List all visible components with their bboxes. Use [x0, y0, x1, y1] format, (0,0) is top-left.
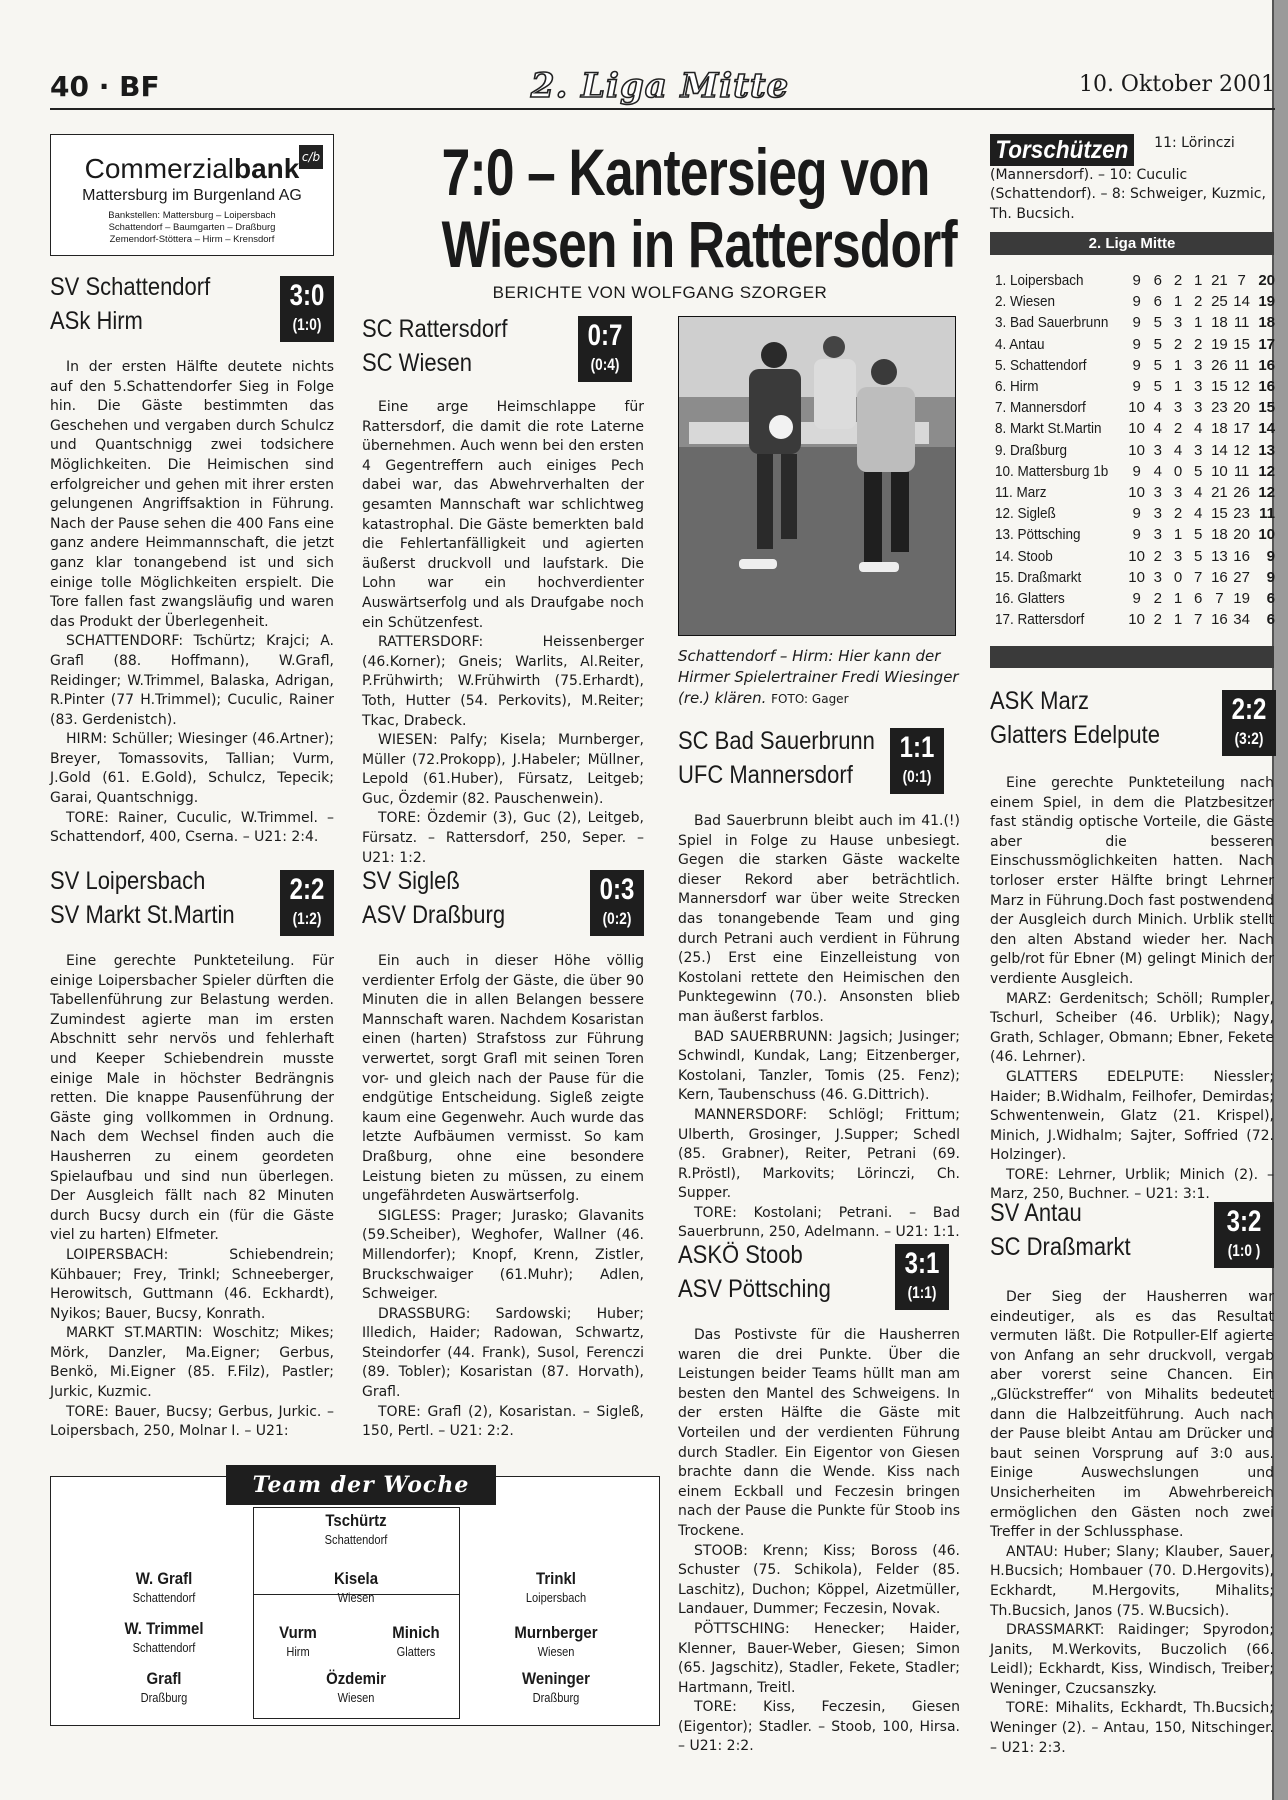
player-card: W. Trimmel Schattendorf: [124, 1619, 204, 1655]
score-badge: 2:2 (1:2): [280, 870, 334, 936]
team-of-the-week: [50, 1472, 660, 1726]
match-report-stoob-poettsching: Das Postivste für die Hausherren waren die drei Punkte. Über die Leistungen beider Teams hüllt man am besten den Mantel des Schweigens. In der ersten Hälfte die Gäste mit Vorteilen und der verdienten Führung durch Stadler. Ein Eigentor von Giesen brachte dann die Wende. Kiss nach einem Eckball und Feczesin bringen nach der Pause die Punkte für Stoob ins Trockene. STOOB: Krenn; Kiss; Boross (46. Schuster (75. Schikola), Felder (85. Laschitz), Duchon; Köppel, Aizetmüller, Landauer, Dummer; Feczesin, Novak. PÖTTSCHING: Henecker; Haider, Klenner, Bauer-Weber, Giesen; Simon (65. Jagschitz), Stadler, Fekete, Stadler; Hartmann, Treitl. TORE: Kiss, Feczesin, Giesen (Eigentor); Stadler. – Stoob, 100, Hirsa. – U21: 2:2.: [678, 1327, 960, 1755]
player-card: Özdemir Wiesen: [326, 1669, 386, 1705]
player-card: Trinkl Loipersbach: [525, 1569, 587, 1605]
score-badge: 3:0 (1:0): [280, 276, 334, 342]
standings-row: 3. Bad Sauerbrunn 9 5 3 1 18 11 18: [995, 314, 1275, 332]
standings-row: 6. Hirm 9 5 1 3 15 12 16: [995, 378, 1275, 396]
standings-row: 11. Marz 10 3 3 4 21 26 12: [995, 484, 1275, 502]
standings-row: 16. Glatters 9 2 1 6 7 19 6: [995, 590, 1275, 608]
away-team: ASk Hirm: [50, 307, 143, 335]
player-card: Tschürtz Schattendorf: [324, 1511, 388, 1547]
bank-branches: Bankstellen: Mattersburg – Loipersbach Schattendorf – Baumgarten – Draßburg Zemendorf-Stöttera – Hirm – Krensdorf: [108, 210, 276, 245]
score-badge: 0:7 (0:4): [578, 316, 632, 382]
standings-row: 12. Sigleß 9 3 2 4 15 23 11: [995, 505, 1275, 523]
page-edge: [1274, 0, 1288, 1800]
match-header-stoob-poettsching: ASKÖ Stoob ASV Pöttsching: [678, 1241, 831, 1303]
match-header-marz-glatters: ASK Marz Glatters Edelpute: [990, 687, 1160, 749]
scorers-badge: Torschützen: [990, 134, 1134, 166]
player-card: W. Grafl Schattendorf: [132, 1569, 196, 1605]
match-report-schattendorf-hirm: In der ersten Hälfte deutete nichts auf den 5.Schattendorfer Sieg in Folge hin. Die Gäste bestimmten das Geschehen und vergaben durch Schulcz und Quantschnigg zwei todsichere Möglichkeiten. Die Heimischen sind erfolgreicher und gehen mit ihrer ersten gelungenen Angriffsaktion in Führung. Nach der Pause sehen die 400 Fans eine ganz andere Heimmannschaft, die jetzt ganz klar tonangebend ist und sich einige tolle Möglichkeiten erspielt. Die Tore fallen fast zwangsläufig und waren das Produkt der Überlegenheit. SCHATTENDORF: Tschürtz; Krajci; A. Grafl (88. Hoffmann), W.Grafl, Reidinger; W.Trimmel, Balaska, Adrigan, R.Pinter (77 H.Trimmel); Cuculic, Rainer (83. Gerdenistch). HIRM: Schüller; Wiesinger (46.Artner); Breyer, Tomassovits, Tallian; Vurm, J.Gold (61. E.Gold), Schulcz, Tepecik; Garai, Quantschnigg. TORE: Rainer, Cuculic, W.Trimmel. – Schattendorf, 400, Cserna. – U21: 2:4.: [50, 359, 334, 846]
match-report-antau-drassmarkt: Der Sieg der Hausherren war eindeutiger, als es das Resultat vermuten läßt. Die Rotpuller-Elf agierte von Anfang an sehr druckvoll, vergab aber vorerst seine Chancen. Ein „Glückstreffer“ von Mihalits bedeutet dann die Halbzeitführung. Auch nach der Pause bleibt Antau am Drücker und baut seinen Vorsprung auf 3:0 aus. Einige Auswechslungen und Unsicherheiten im Abwehrbereich ermöglichen den Gästen noch zwei Treffer in der Schlussphase. ANTAU: Huber; Slany; Klauber, Sauer, H.Bucsich; Hombauer (70. D.Hergovits), Eckhardt, M.Hergovits, Mihalits; Th.Bucsich, Janos (75. W.Bucsich). DRASSMARKT: Raidinger; Spyrodon; Janits, M.Werkovits, Buczolich (66. Leidl); Eckhardt, Kiss, Windisch, Treiber; Weninger, Czucsanszky. TORE: Mihalits, Eckhardt, Th.Bucsich; Weninger (2). – Antau, 150, Nitschinger. – U21: 2:3.: [990, 1289, 1274, 1756]
match-report-rattersdorf-wiesen: Eine arge Heimschlappe für Rattersdorf, die damit die rote Laterne übernehmen. Auch wenn bei den ersten 4 Gegentreffern auch einiges Pech dabei war, das Abwehrverhalten der gesamten Mannschaft war schlichtweg katastrophal. Die Gäste bemerkten bald die Fehlertanfälligkeit und agierten äußerst druckvoll und laufstark. Die Lohn war ein hochverdienter Auswärtserfolg und als Draufgabe noch ein Schützenfest. RATTERSDORF: Heissenberger (46.Korner); Gneis; Warlits, Al.Reiter, P.Frühwirth; W.Frühwirth (75.Erhardt), Toth, Hutter (54. Perkovits), M.Reiter; Tkac, Drabeck. WIESEN: Palfy; Kisela; Murnberger, Müller (72.Prokopp), J.Habeler; Müllner, Lepold (61.Huber), Fürsatz, Leitgeb; Guc, Özdemir (82. Pauschenwein). TORE: Özdemir (3), Guc (2), Leitgeb, Fürsatz. – Rattersdorf, 250, Seper. – U21: 1:2.: [362, 399, 644, 866]
photo-caption: Schattendorf – Hirm: Hier kann der Hirmer Spielertrainer Fredi Wiesinger (re.) klären. FOTO: Gager: [678, 647, 959, 707]
player-card: Weninger Draßburg: [522, 1669, 590, 1705]
match-report-loipersbach-stmartin: Eine gerechte Punkteteilung. Für einige Loipersbacher Spieler dürften die Tabellenführung zur Belastung werden. Zumindest agierte man im ersten Abschnitt sehr nervös und fehlerhaft und Keeper Schiebendrein musste einige Male in höchster Bedrängnis retten. Die knappe Pausenführung der Gäste ging vollkommen in Ordnung. Nach dem Wechsel finden auch die Hausherren zu einem geordeten Spielaufbau und sind nun überlegen. Der Ausgleich fällt nach 82 Minuten durch Bucsy durch ein (für die Gäste viel zu harten) Elfmeter. LOIPERSBACH: Schiebendrein; Kühbauer; Frey, Trinkl; Schneeberger, Herowitsch, Guttmann (46. Eckhardt), Nyikos; Bauer, Bucsy, Konrath. MARKT ST.MARTIN: Woschitz; Mikes; Mörk, Danzler, Ma.Eigner; Gerbus, Benkö, Mi.Eigner (85. F.Filz), Pastler; Jurkic, Kuzmic. TORE: Bauer, Bucsy; Gerbus, Jurkic. – Loipersbach, 250, Molnar I. – U21:: [50, 953, 334, 1440]
bank-subtitle: Mattersburg im Burgenland AG: [82, 187, 302, 204]
bank-name: Commerzialbank: [84, 153, 300, 184]
player-card: Kisela Wiesen: [333, 1569, 379, 1605]
totw-title: Team der Woche: [226, 1465, 496, 1505]
standings-row: 15. Draßmarkt 10 3 0 7 16 27 9: [995, 568, 1275, 586]
standings-table: [995, 270, 1275, 630]
score-badge: 0:3 (0:2): [590, 870, 644, 936]
issue-date: 10. Oktober 2001: [1078, 72, 1275, 97]
match-photo: [678, 316, 956, 636]
home-team: SV Schattendorf: [50, 273, 211, 301]
bank-logo-icon: c/b: [299, 145, 323, 169]
standings-row: 2. Wiesen 9 6 1 2 25 14 19: [995, 293, 1275, 311]
player-card: Grafl Draßburg: [140, 1669, 188, 1705]
score-badge: 1:1 (0:1): [890, 728, 944, 794]
page-header: [50, 66, 1275, 110]
standings-row: 9. Draßburg 10 3 4 3 14 12 13: [995, 441, 1275, 459]
standings-row: 13. Pöttsching 9 3 1 5 18 20 10: [995, 526, 1275, 544]
page-label: 40 · BF: [50, 70, 160, 103]
standings-title: 2. Liga Mitte: [990, 232, 1274, 255]
match-report-sigless-drassburg: Ein auch in dieser Höhe völlig verdienter Erfolg der Gäste, die über 90 Minuten die in allen Belangen bessere Mannschaft waren. Nachdem Kosaristan einen (harten) Strafstoss zur Führung verwertet, sorgt Grafl mit seinen Toren vor- und gleich nach der Pause für die endgütige Entscheidung. Sigleß zeigte kaum eine Gegenwehr. Auch wurde das letzte Aufbäumen vermisst. So kam Draßburg, ohne eine besondere Leistung bieten zu müssen, zu einem ungefährdeten Auswärtserfolg. SIGLESS: Prager; Jurasko; Glavanits (59.Scheiber), Weghofer, Wallner (46. Millendorfer); Knopf, Krenn, Zistler, Bruckschwaiger (61.Muhr); Adlen, Schweiger. DRASSBURG: Sardowski; Huber; Illedich, Haider; Radowan, Schwartz, Steindorfer (44. Frank), Susol, Ferenczi (89. Tobler); Kosaristan (87. Horvath), Grafl. TORE: Grafl (2), Kosaristan. – Sigleß, 150, Pertl. – U21: 2:2.: [362, 953, 644, 1440]
byline: BERICHTE VON WOLFGANG SZORGER: [492, 283, 828, 302]
section-title: 2. Liga Mitte: [530, 66, 790, 106]
bank-advertisement: [50, 134, 334, 256]
score-badge: 3:1 (1:1): [895, 1244, 949, 1310]
standings-row: 5. Schattendorf 9 5 1 3 26 11 16: [995, 356, 1275, 374]
standings-row: 14. Stoob 10 2 3 5 13 16 9: [995, 547, 1275, 565]
score-badge: 3:2 (1:0 ): [1214, 1202, 1274, 1268]
match-report-marz-glatters: Eine gerechte Punkteteilung nach einem Spiel, in dem die Platzbesitzer fast ständig optische Vorteile, die Gäste aber die besseren Einschussmöglichkeiten hatten. Nach torloser erster Hälfte bringt Lehrner Marz in Führung.Doch fast postwendend der Ausgleich durch Minich. Urblik stellt den alten Abstand wieder her. Nach gelb/rot für Ebner (M) gelingt Minich der verdiente Ausgleich. MARZ: Gerdenitsch; Schöll; Rumpler, Tschurl, Scheiber (46. Urblik); Nagy, Grath, Schlager, Obmann; Ebner, Fekete (46. Lehrner). GLATTERS EDELPUTE: Niessler; Haider; B.Widhalm, Feilhofer, Demirdas; Schwentenwein, Glatz (21. Krispel), Minich, J.Widhalm; Sajter, Soffried (72. Holzinger). TORE: Lehrner, Urblik; Minich (2). – Marz, 250, Buchner. – U21: 3:1.: [990, 775, 1274, 1203]
match-header-loipersbach-stmartin: SV Loipersbach SV Markt St.Martin: [50, 867, 235, 929]
score-badge: 2:2 (3:2): [1222, 690, 1276, 756]
match-report-sauerbrunn-mannersdorf: Bad Sauerbrunn bleibt auch im 41.(!) Spiel in Folge zu Hause unbesiegt. Gegen die starken Gäste wackelte dieser Rekord aber beträchtlich. Mannersdorf war über weite Strecken das tonangebende Team und ging durch Petrani auch verdient in Führung (25.) Erst eine Einzelleistung von Kostolani rettete den Heimischen den Punktegewinn (70.). Ansonsten blieb man äußerst farblos. BAD SAUERBRUNN: Jagsich; Jusinger; Schwindl, Kundak, Lang; Eitzenberger, Kostolani, Tanzler, Tomis (25. Fenz); Kern, Taubenschuss (46. G.Dittrich). MANNERSDORF: Schlögl; Frittum; Ulberth, Grosinger, J.Supper; Schedl (85. Grabner), Reiter, Petrani (69. R.Pröstl), Markovits; Lörinczi, Ch. Supper. TORE: Kostolani; Petrani. – Bad Sauerbrunn, 250, Adelmann. – U21: 1:1.: [678, 813, 960, 1241]
top-scorers: [990, 134, 1276, 224]
standings-row: 7. Mannersdorf 10 4 3 3 23 20 15: [995, 399, 1275, 417]
match-header-sauerbrunn-mannersdorf: SC Bad Sauerbrunn UFC Mannersdorf: [678, 727, 875, 789]
match-header-antau-drassmarkt: SV Antau SC Draßmarkt: [990, 1199, 1131, 1261]
standings-row: 17. Rattersdorf 10 2 1 7 16 34 6: [995, 611, 1275, 629]
standings-row: 8. Markt St.Martin 10 4 2 4 18 17 14: [995, 420, 1275, 438]
match-header-rattersdorf-wiesen: SC Rattersdorf SC Wiesen: [362, 315, 508, 377]
photo-credit: FOTO: Gager: [771, 692, 849, 706]
player-card: Minich Glatters: [392, 1623, 440, 1659]
match-header-sigless-drassburg: SV Sigleß ASV Draßburg: [362, 867, 506, 929]
standings-row: 1. Loipersbach 9 6 2 1 21 7 20: [995, 272, 1275, 289]
headline: 7:0 – Kantersieg von Wiesen in Rattersdorf: [441, 135, 957, 281]
standings-footer-bar: [990, 646, 1274, 668]
scorers-text: 11: Lörinczi (Mannersdorf). – 10: Cuculic (Schattendorf). – 8: Schweiger, Kuzmic, Th. Bucsich.: [990, 135, 1266, 222]
player-card: Vurm Hirm: [279, 1623, 317, 1659]
standings-row: 10. Mattersburg 1b 9 4 0 5 10 11 12: [995, 462, 1275, 480]
player-card: Murnberger Wiesen: [514, 1623, 598, 1659]
standings-row: 4. Antau 9 5 2 2 19 15 17: [995, 335, 1275, 353]
